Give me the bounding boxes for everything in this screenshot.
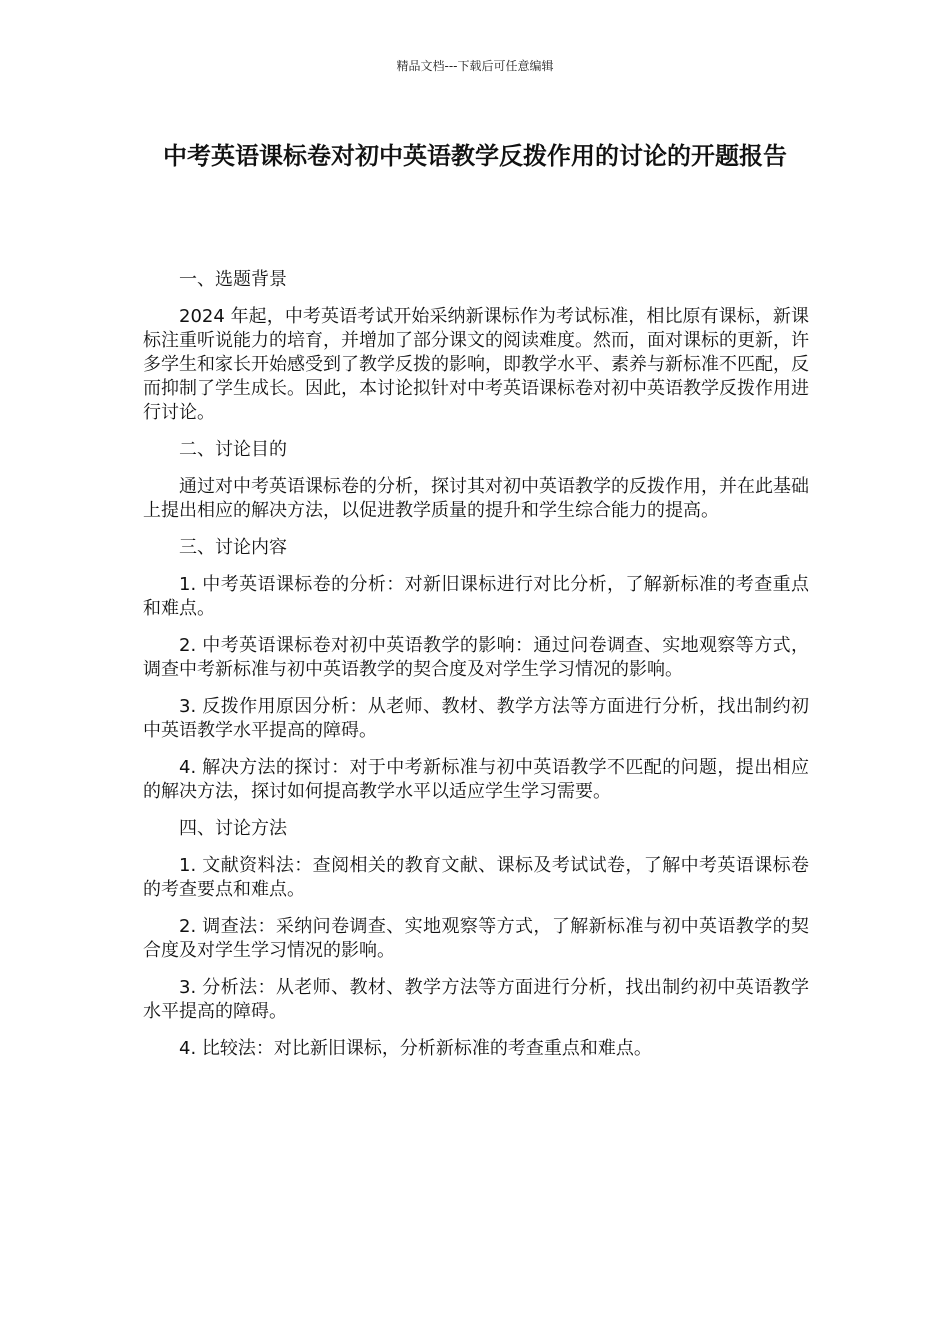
section-heading-methods: 四、讨论方法 [179, 818, 287, 839]
content-item-4: 4. 解决方法的探讨：对于中考新标准与初中英语教学不匹配的问题，提出相应的解决方法，探讨如何提高教学水平以适应学生学习需要。 [143, 757, 809, 802]
section-heading-content: 三、讨论内容 [179, 537, 287, 558]
method-item-1: 1. 文献资料法：查阅相关的教育文献、课标及考试试卷，了解中考英语课标卷的考查要点和难点。 [143, 855, 809, 900]
content-item-3: 3. 反拨作用原因分析：从老师、教材、教学方法等方面进行分析，找出制约初中英语教学水平提高的障碍。 [143, 696, 809, 741]
paragraph-background: 2024 年起，中考英语考试开始采纳新课标作为考试标准，相比原有课标，新课标注重听说能力的培育，并增加了部分课文的阅读难度。然而，面对课标的更新，许多学生和家长开始感受到了教学反拨的影响，即教学水平、素养与新标准不匹配，反而抑制了学生成长。因此，本讨论拟针对中考英语课标卷对初中英语教学反拨作用进行讨论。 [143, 306, 809, 423]
header-note: 精品文档---下载后可任意编辑 [396, 59, 554, 73]
document-title: 中考英语课标卷对初中英语教学反拨作用的讨论的开题报告 [163, 142, 787, 170]
section-heading-purpose: 二、讨论目的 [179, 439, 287, 460]
content-item-1: 1. 中考英语课标卷的分析：对新旧课标进行对比分析，了解新标准的考查重点和难点。 [143, 574, 809, 619]
document-body [143, 268, 809, 1074]
method-item-2: 2. 调查法：采纳问卷调查、实地观察等方式，了解新标准与初中英语教学的契合度及对学生学习情况的影响。 [143, 916, 809, 961]
paragraph-purpose: 通过对中考英语课标卷的分析，探讨其对初中英语教学的反拨作用，并在此基础上提出相应的解决方法，以促进教学质量的提升和学生综合能力的提高。 [143, 476, 809, 521]
section-heading-background: 一、选题背景 [179, 269, 287, 290]
content-item-2: 2. 中考英语课标卷对初中英语教学的影响：通过问卷调查、实地观察等方式，调查中考新标准与初中英语教学的契合度及对学生学习情况的影响。 [143, 635, 809, 680]
method-item-4: 4. 比较法：对比新旧课标，分析新标准的考查重点和难点。 [179, 1038, 652, 1059]
method-item-3: 3. 分析法：从老师、教材、教学方法等方面进行分析，找出制约初中英语教学水平提高的障碍。 [143, 977, 809, 1022]
